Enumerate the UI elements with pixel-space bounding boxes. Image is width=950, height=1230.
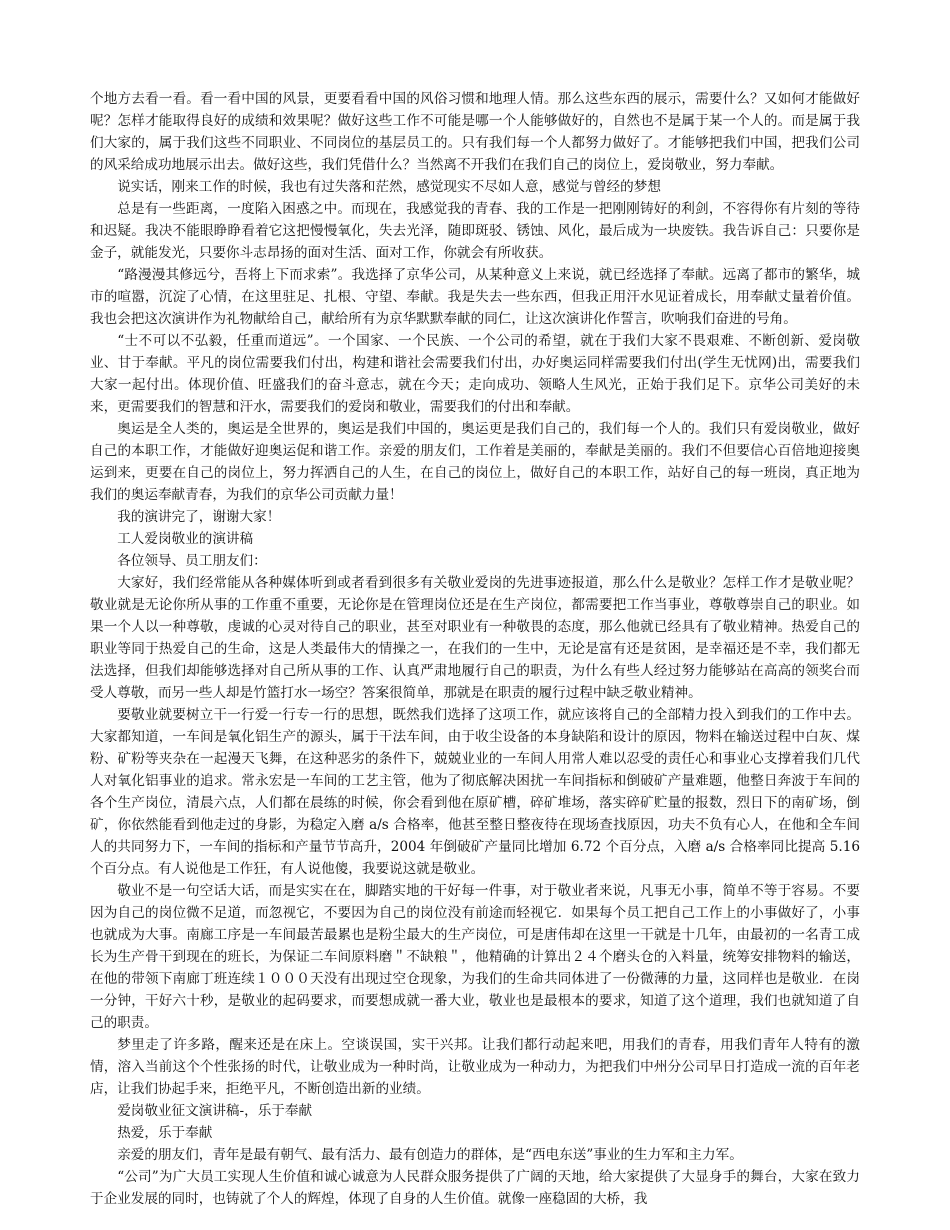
paragraph-7: 我的演讲完了，谢谢大家！ (117, 509, 281, 525)
paragraph-1: 个地方去看一看。看一看中国的风景，更要看看中国的风俗习惯和地理人情。那么这些东西的展示，需要什么？又如何才能做好呢？怎样才能取得良好的成绩和效果呢？做好这些工作不可能是哪一个人能够做好的，自然也不是属于某一个人的。而是属于我们大家的，属于我们这些不同职业、不同岗位的基层员工的。只有我们每一个人都努力做好了。才能够把我们中国，把我们公司的风采给成功地展示出去。做好这些，我们凭借什么？当然离不开我们在我们自己的岗位上，爱岗敬业，努力奉献。 (90, 91, 860, 173)
paragraph-11: 要敬业就要树立干一行爱一行专一行的思想，既然我们选择了这项工作，就应该将自己的全部精力投入到我们的工作中去。大家都知道，一车间是氧化铝生产的源头，属于干法车间，由于收尘设备的本身缺陷和设计的原因，物料在输送过程中白灰、煤粉、矿粉等夹杂在一起漫天飞舞，在这种恶劣的条件下，兢兢业业的一车间人用常人难以忍受的责任心和事业心支撑着我们几代人对氧化铝事业的追求。常永宏是一车间的工艺主管，他为了彻底解决困扰一车间指标和倒破矿产量难题，他整日奔波于车间的各个生产岗位，清晨六点，人们都在晨练的时候，你会看到他在原矿槽，碎矿堆场，落实碎矿贮量的报数，烈日下的南矿场，倒矿，你依然能看到他走过的身影，为稳定入磨 a/s 合格率，他甚至整日整夜待在现场查找原因，功夫不负有心人，在他和全车间人的共同努力下，一车间的指标和产量节节高升，2004 年倒破矿产量同比增加 6.72 个百分点，入磨 a/s 合格率同比提高 5.16 个百分点。有人说他是工作狂，有人说他傻，我要说这就是敬业。 (90, 707, 860, 877)
paragraph-3: 总是有一些距离，一度陷入困惑之中。而现在，我感觉我的青春、我的工作是一把刚刚铸好的利剑，不容得你有片刻的等待和迟疑。我决不能眼睁睁看着它这把慢慢氧化，失去光泽，随即斑驳、锈蚀、风化，最后成为一块废铁。我告诉自己：只要你是金子，就能发光，只要你斗志昂扬的面对生活、面对工作，你就会有所收获。 (90, 201, 860, 261)
paragraph-2: 说实话，刚来工作的时候，我也有过失落和茫然，感觉现实不尽如人意，感觉与曾经的梦想 (117, 179, 661, 195)
paragraph-16: 亲爱的朋友们，青年是最有朝气、最有活力、最有创造力的群体，是“西电东送”事业的生力军和主力军。 (117, 1147, 743, 1163)
paragraph-15: 热爱，乐于奉献 (117, 1125, 213, 1141)
paragraph-10: 大家好，我们经常能从各种媒体听到或者看到很多有关敬业爱岗的先进事迹报道，那么什么是敬业？怎样工作才是敬业呢？敬业就是无论你所从事的工作重不重要，无论你是在管理岗位还是在生产岗位，都需要把工作当事业，尊敬尊崇自己的职业。如果一个人以一种尊敬，虔诚的心灵对待自己的职业，甚至对职业有一种敬畏的态度，那么他就已经具有了敬业精神。热爱自己的职业等同于热爱自己的生命，这是人类最伟大的情操之一，在我们的一生中，无论是富有还是贫困，是幸福还是不幸，我们都无法选择，但我们却能够选择对自己所从事的工作、认真严肃地履行自己的职责，为什么有些人经过努力能够站在高高的领奖台而受人尊敬，而另一些人却是竹篮打水一场空？答案很简单，那就是在职责的履行过程中缺乏敬业精神。 (90, 575, 860, 701)
paragraph-4: “路漫漫其修远兮，吾将上下而求索”。我选择了京华公司，从某种意义上来说，就已经选择了奉献。远离了都市的繁华，城市的喧嚣，沉淀了心情，在这里驻足、扎根、守望、奉献。我是失去一些东西，但我正用汗水见证着成长，用奉献丈量着价值。我也会把这次演讲作为礼物献给自己，献给所有为京华默默奉献的同仁，让这次演讲化作誓言，吹响我们奋进的号角。 (90, 267, 860, 327)
paragraph-8: 工人爱岗敬业的演讲稿 (117, 531, 254, 547)
paragraph-9: 各位领导、员工朋友们： (117, 553, 267, 569)
paragraph-17: “公司”为广大员工实现人生价值和诚心诚意为人民群众服务提供了广阔的天地，给大家提供了大显身手的舞台，大家在致力于企业发展的同时，也铸就了个人的辉煌，体现了自身的人生价值。就像一座稳固的大桥，我 (90, 1169, 860, 1207)
paragraph-5: “士不可以不弘毅，任重而道远”。一个国家、一个民族、一个公司的希望，就在于我们大家不畏艰难、不断创新、爱岗敬业、甘于奉献。平凡的岗位需要我们付出，构建和谐社会需要我们付出，办好奥运同样需要我们付出(学生无忧网)出，需要我们大家一起付出。体现价值、旺盛我们的奋斗意志，就在今天；走向成功、领略人生风光，正始于我们足下。京华公司美好的未来，更需要我们的智慧和汗水，需要我们的爱岗和敬业，需要我们的付出和奉献。 (90, 333, 860, 415)
paragraph-12: 敬业不是一句空话大话，而是实实在在，脚踏实地的干好每一件事，对于敬业者来说，凡事无小事，简单不等于容易。不要因为自己的岗位微不足道，而忽视它，不要因为自己的岗位没有前途而轻视它．如果每个员工把自己工作上的小事做好了，小事也就成为大事。南廊工序是一车间最苦最累也是粉尘最大的生产岗位，可是唐伟却在这里一干就是十几年，由最初的一名青工成长为生产骨干到现在的班长，为保证二车间原料磨＂不缺粮＂，他精确的计算出２４个磨头仓的入料量，统筹安排物料的输送，在他的带领下南廊丁班连续１０００天没有出现过空仓现象，为我们的生命共同体进了一份微薄的力量，这同样也是敬业．在岗一分钟，干好六十秒，是敬业的起码要求，而要想成就一番大业，敬业也是最根本的要求，知道了这个道理，我们也就知道了自己的职责。 (90, 883, 860, 1031)
paragraph-14: 爱岗敬业征文演讲稿-，乐于奉献 (117, 1103, 313, 1119)
paragraph-6: 奥运是全人类的，奥运是全世界的，奥运是我们中国的，奥运更是我们自己的，我们每一个人的。我们只有爱岗敬业，做好自己的本职工作，才能做好迎奥运促和谐工作。亲爱的朋友们，工作着是美丽的，奉献是美丽的。我们不但要信心百倍地迎接奥运到来，更要在自己的岗位上，努力挥洒自己的人生，在自己的岗位上，做好自己的本职工作，站好自己的每一班岗，真正地为我们的奥运奉献青春，为我们的京华公司贡献力量！ (90, 421, 860, 503)
paragraph-13: 梦里走了许多路，醒来还是在床上。空谈误国，实干兴邦。让我们都行动起来吧，用我们的青春，用我们青年人特有的激情，溶入当前这个个性张扬的时代，让敬业成为一种时尚，让敬业成为一种动力，为把我们中州分公司早日打造成一流的百年老店，让我们协起手来，拒绝平凡，不断创造出新的业绩。 (90, 1037, 860, 1097)
